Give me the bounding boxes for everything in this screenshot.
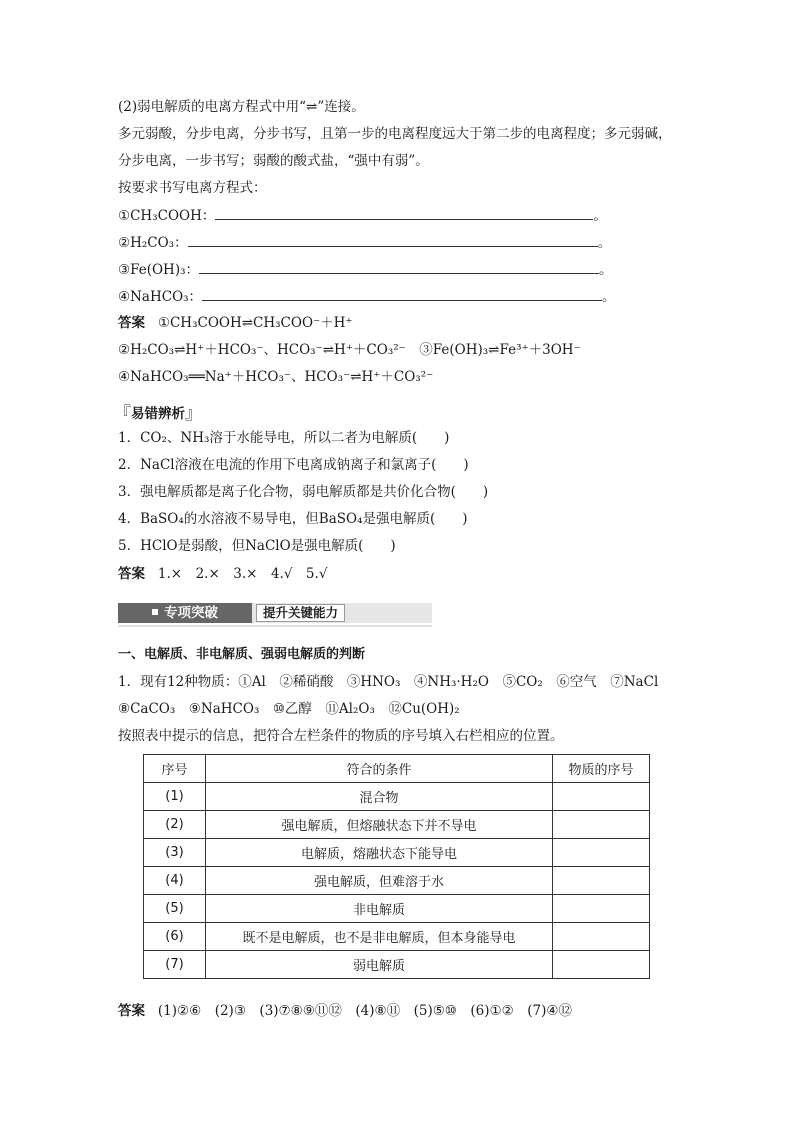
banner-underline	[118, 625, 432, 627]
table-row	[144, 895, 650, 923]
question-line-1: 1．现有12种物质：①Al ②稀硝酸 ③HNO₃ ④NH₃·H₂O ⑤CO₂ ⑥空气 ⑦NaCl	[118, 674, 659, 690]
answer-underline	[188, 232, 598, 247]
table-row	[144, 867, 650, 895]
table-cell-condition: 强电解质，但熔融状态下并不导电	[206, 811, 553, 839]
answer-label: 答案	[118, 1003, 145, 1019]
period: 。	[597, 235, 612, 251]
period: 。	[602, 289, 616, 305]
answer-line-2: ②H₂CO₃⇌H⁺＋HCO₃⁻、HCO₃⁻⇌H⁺＋CO₃²⁻ ③Fe(OH)₃⇌Fe³⁺＋3OH⁻	[118, 342, 581, 358]
table-header-row	[144, 755, 650, 783]
paragraph-line: 分步电离，一步书写；弱酸的酸式盐，“强中有弱”。	[118, 153, 429, 169]
equation-blank-1	[118, 205, 607, 226]
table-cell-number: (1)	[144, 783, 206, 811]
table-cell-condition: 非电解质	[206, 895, 553, 923]
table-cell-answer[interactable]	[553, 783, 650, 811]
error-item-1: 1．CO₂、NH₃溶于水能导电，所以二者为电解质( )	[118, 430, 450, 446]
bracket-open-icon: 『	[114, 404, 131, 424]
equation-label: ③Fe(OH)₃：	[118, 262, 200, 278]
answer-underline	[215, 205, 593, 220]
error-item-5: 5．HClO是弱酸，但NaClO是强电解质( )	[118, 538, 396, 554]
error-item-3: 3．强电解质都是离子化合物，弱电解质都是共价化合物( )	[118, 484, 489, 500]
table-cell-answer[interactable]	[553, 867, 650, 895]
question-instruction: 按照表中提示的信息，把符合左栏条件的物质的序号填入右栏相应的位置。	[118, 728, 564, 744]
table-cell-number: (3)	[144, 839, 206, 867]
table-cell-condition: 强电解质，但难溶于水	[206, 867, 553, 895]
paragraph-line: 多元弱酸，分步电离，分步书写，且第一步的电离程度远大于第二步的电离程度；多元弱碱，	[118, 126, 672, 142]
error-item-4: 4．BaSO₄的水溶液不易导电，但BaSO₄是强电解质( )	[118, 511, 468, 527]
table-row	[144, 923, 650, 951]
section-heading: (2)弱电解质的电离方程式中用“⇌”连接。	[118, 99, 365, 115]
answer-line-3: ④NaHCO₃══Na⁺＋HCO₃⁻、HCO₃⁻⇌H⁺＋CO₃²⁻	[118, 369, 434, 385]
table-cell-condition: 混合物	[206, 783, 553, 811]
equation-blank-4	[118, 286, 616, 307]
table-cell-answer[interactable]	[553, 923, 650, 951]
banner-left-label: 专项突破	[164, 605, 218, 621]
answer-line-1	[118, 313, 353, 333]
table-header: 序号	[144, 755, 206, 783]
equation-label: ④NaHCO₃：	[118, 289, 203, 305]
answer-label: 答案	[118, 566, 145, 582]
section-banner	[118, 603, 432, 627]
equation-blank-2	[118, 232, 611, 253]
answer-text: ①CH₃COOH⇌CH₃COO⁻＋H⁺	[157, 315, 353, 331]
equation-label: ②H₂CO₃：	[118, 235, 188, 251]
table-cell-number: (7)	[144, 951, 206, 979]
period: 。	[599, 262, 613, 278]
classification-table	[143, 754, 650, 979]
table-cell-condition: 电解质，熔融状态下能导电	[206, 839, 553, 867]
error-item-2: 2．NaCl溶液在电流的作用下电离成钠离子和氯离子( )	[118, 457, 469, 473]
table-row	[144, 839, 650, 867]
equation-label: ①CH₃COOH：	[118, 208, 216, 224]
square-bullet-icon	[152, 609, 158, 615]
period: 。	[593, 208, 607, 224]
table-cell-condition: 既不是电解质，也不是非电解质，但本身能导电	[206, 923, 553, 951]
table-cell-number: (6)	[144, 923, 206, 951]
answer-underline	[202, 286, 602, 301]
answer-text: 1.× 2.× 3.× 4.√ 5.√	[157, 566, 328, 582]
error-analysis-title-text: 易错辨析	[131, 406, 185, 422]
table-cell-answer[interactable]	[553, 951, 650, 979]
table-header: 物质的序号	[553, 755, 650, 783]
bracket-close-icon: 』	[185, 404, 202, 424]
answer-label: 答案	[118, 315, 145, 331]
error-analysis-title	[114, 399, 202, 424]
question-line-2: ⑧CaCO₃ ⑨NaHCO₃ ⑩乙醇 ⑪Al₂O₃ ⑫Cu(OH)₂	[118, 701, 460, 717]
table-cell-answer[interactable]	[553, 895, 650, 923]
table-cell-number: (4)	[144, 867, 206, 895]
answer-text: (1)②⑥ (2)③ (3)⑦⑧⑨⑪⑫ (4)⑧⑪ (5)⑤⑩ (6)①② (7)④⑫	[157, 1003, 572, 1019]
table-cell-number: (2)	[144, 811, 206, 839]
table-row	[144, 811, 650, 839]
table-cell-condition: 弱电解质	[206, 951, 553, 979]
table-cell-number: (5)	[144, 895, 206, 923]
table-cell-answer[interactable]	[553, 839, 650, 867]
table-row	[144, 951, 650, 979]
error-answer-line	[118, 564, 327, 584]
task-instruction: 按要求书写电离方程式：	[118, 180, 267, 196]
banner-right-label: 提升关键能力	[256, 604, 345, 622]
equation-blank-3	[118, 259, 613, 280]
answer-underline	[199, 259, 599, 274]
table-cell-answer[interactable]	[553, 811, 650, 839]
banner-dark-tab	[118, 603, 252, 623]
table-row	[144, 783, 650, 811]
table-answer-line	[118, 1001, 572, 1021]
table-header: 符合的条件	[206, 755, 553, 783]
part-heading: 一、电解质、非电解质、强弱电解质的判断	[118, 647, 366, 662]
